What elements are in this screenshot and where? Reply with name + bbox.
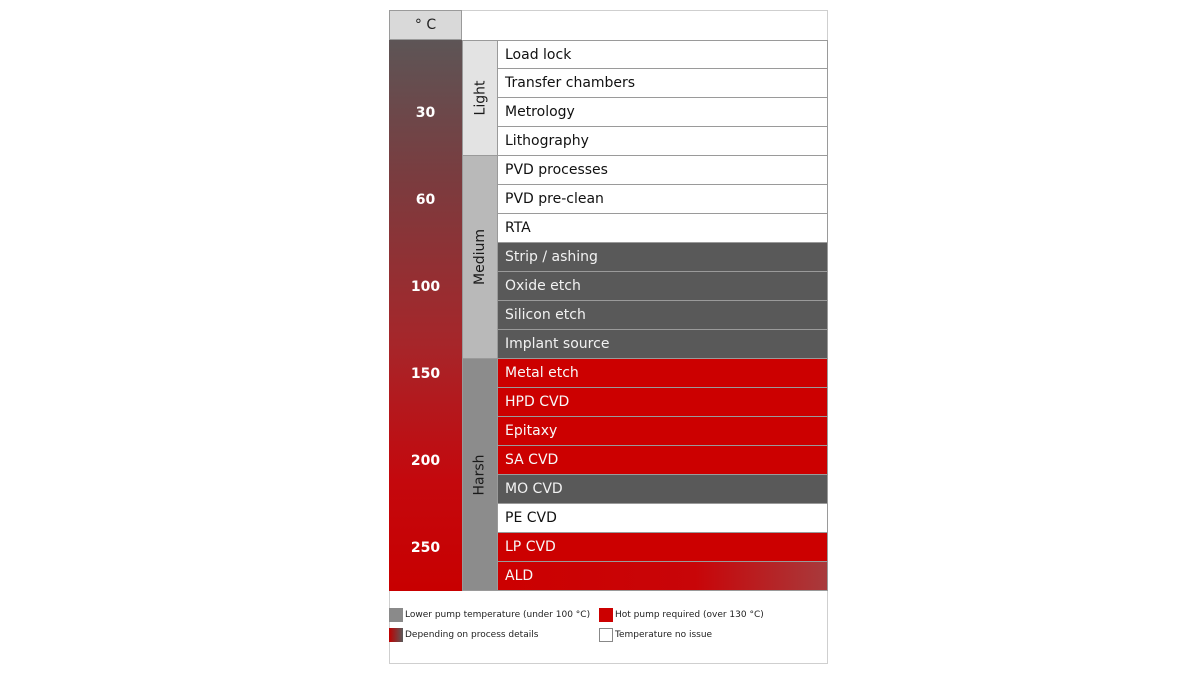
category-medium bbox=[462, 156, 498, 359]
category-light bbox=[462, 40, 498, 156]
process-row-pvd-pre-clean: PVD pre-clean bbox=[498, 185, 828, 214]
legend-lower-pump bbox=[389, 608, 590, 622]
legend-hot-pump bbox=[599, 608, 764, 622]
temp-label-200: 200 bbox=[410, 453, 441, 469]
process-row-epitaxy: Epitaxy bbox=[498, 417, 828, 446]
legend-label-no-issue: Temperature no issue bbox=[615, 630, 713, 640]
process-row-rta: RTA bbox=[498, 214, 828, 243]
temp-label-250: 250 bbox=[410, 540, 441, 556]
legend-swatch-mixed bbox=[389, 628, 403, 642]
legend-swatch-white bbox=[599, 628, 613, 642]
temp-label-60: 60 bbox=[415, 192, 436, 208]
legend-depending bbox=[389, 628, 538, 642]
process-row-transfer-chambers: Transfer chambers bbox=[498, 69, 828, 98]
legend-label-lower-pump: Lower pump temperature (under 100 °C) bbox=[405, 610, 591, 620]
process-row-lithography: Lithography bbox=[498, 127, 828, 156]
category-label-medium: Medium bbox=[472, 229, 489, 285]
process-row-hpd-cvd: HPD CVD bbox=[498, 388, 828, 417]
legend-swatch-red bbox=[599, 608, 613, 622]
temperature-unit-header: ° C bbox=[389, 10, 462, 40]
process-row-strip-ashing: Strip / ashing bbox=[498, 243, 828, 272]
category-label-light: Light bbox=[472, 80, 489, 116]
process-row-sa-cvd: SA CVD bbox=[498, 446, 828, 475]
process-row-oxide-etch: Oxide etch bbox=[498, 272, 828, 301]
temp-label-100: 100 bbox=[410, 279, 441, 295]
temp-label-150: 150 bbox=[410, 366, 441, 382]
temperature-scale bbox=[389, 40, 462, 591]
category-harsh bbox=[462, 359, 498, 591]
legend-swatch-gray bbox=[389, 608, 403, 622]
process-row-load-lock: Load lock bbox=[498, 40, 828, 69]
process-row-ald: ALD bbox=[498, 562, 828, 591]
process-row-pvd-processes: PVD processes bbox=[498, 156, 828, 185]
temp-label-30: 30 bbox=[415, 105, 436, 121]
legend-no-issue bbox=[599, 628, 712, 642]
legend-label-depending: Depending on process details bbox=[405, 630, 539, 640]
process-row-metrology: Metrology bbox=[498, 98, 828, 127]
process-row-pe-cvd: PE CVD bbox=[498, 504, 828, 533]
process-row-metal-etch: Metal etch bbox=[498, 359, 828, 388]
category-label-harsh: Harsh bbox=[472, 453, 488, 496]
process-row-silicon-etch: Silicon etch bbox=[498, 301, 828, 330]
process-row-implant-source: Implant source bbox=[498, 330, 828, 359]
process-row-mo-cvd: MO CVD bbox=[498, 475, 828, 504]
legend-label-hot-pump: Hot pump required (over 130 °C) bbox=[615, 610, 764, 620]
process-row-lp-cvd: LP CVD bbox=[498, 533, 828, 562]
